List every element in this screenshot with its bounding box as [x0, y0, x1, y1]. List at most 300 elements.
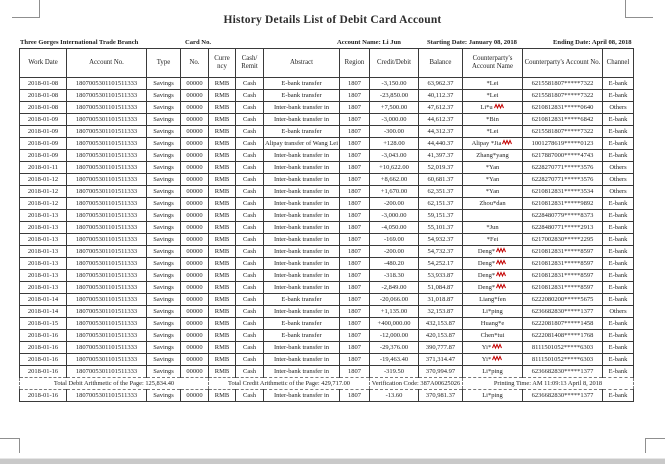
cell-region: 1807	[340, 174, 370, 186]
cell-credit-debit: -13.60	[370, 390, 419, 402]
cell-type: Savings	[147, 366, 181, 378]
cell-abstract: Inter-bank transfer in	[264, 246, 340, 258]
cell-no: 00000	[181, 246, 209, 258]
table-row	[20, 102, 634, 114]
cell-region: 1807	[340, 126, 370, 138]
cell-work-date: 2018-01-12	[20, 174, 67, 186]
cell-cash-remit: Cash	[236, 150, 264, 162]
cell-abstract: Inter-bank transfer in	[264, 162, 340, 174]
cell-cash-remit: Cash	[236, 282, 264, 294]
cell-region: 1807	[340, 162, 370, 174]
crop-mark-bottom-left	[0, 438, 20, 453]
cell-currency: RMB	[209, 318, 236, 330]
table-body	[20, 78, 634, 402]
cell-cash-remit: Cash	[236, 186, 264, 198]
crop-mark-bottom-right	[645, 438, 665, 453]
cell-cp-account-no: 6228270771*****3576	[523, 174, 603, 186]
cell-credit-debit: +1,670.00	[370, 186, 419, 198]
cell-cp-account-no: 6210812831*****8597	[523, 258, 603, 270]
cell-cp-account-no: 6228480779*****8373	[523, 210, 603, 222]
cell-type: Savings	[147, 198, 181, 210]
cell-account-no: 1807005301101511333	[67, 150, 147, 162]
cell-credit-debit: -20,066.00	[370, 294, 419, 306]
cell-cash-remit: Cash	[236, 198, 264, 210]
cell-type: Savings	[147, 342, 181, 354]
cell-channel: E-bank	[603, 342, 634, 354]
cell-account-no: 1807005301101511333	[67, 330, 147, 342]
cell-channel: E-bank	[603, 318, 634, 330]
cell-currency: RMB	[209, 258, 236, 270]
column-header-credit-debit: Credit/Debit	[370, 49, 419, 78]
cell-credit-debit: -200.00	[370, 198, 419, 210]
cell-currency: RMB	[209, 114, 236, 126]
cell-currency: RMB	[209, 138, 236, 150]
cell-abstract: Inter-bank transfer in	[264, 102, 340, 114]
cell-channel: E-bank	[603, 126, 634, 138]
cell-balance: 54,252.17	[419, 258, 463, 270]
cell-type: Savings	[147, 126, 181, 138]
cell-credit-debit: -300.00	[370, 126, 419, 138]
cell-no: 00000	[181, 342, 209, 354]
cell-type: Savings	[147, 174, 181, 186]
cell-cp-account-name: Li*u	[463, 102, 523, 114]
column-header-abstract: Abstract	[264, 49, 340, 78]
summary-credit-total: Total Credit Arithmetic of the Page: 429,717.00	[209, 378, 370, 390]
cell-type: Savings	[147, 210, 181, 222]
table-header	[20, 49, 634, 78]
cell-cp-account-no: 6236682830*****1377	[523, 366, 603, 378]
cell-currency: RMB	[209, 162, 236, 174]
cell-type: Savings	[147, 258, 181, 270]
cell-account-no: 1807005301101511333	[67, 342, 147, 354]
cell-credit-debit: -319.50	[370, 366, 419, 378]
cell-cp-account-name: *Fei	[463, 234, 523, 246]
cell-cash-remit: Cash	[236, 126, 264, 138]
cell-cash-remit: Cash	[236, 234, 264, 246]
cell-work-date: 2018-01-16	[20, 366, 67, 378]
cell-no: 00000	[181, 258, 209, 270]
cell-abstract: Inter-bank transfer in	[264, 174, 340, 186]
cell-cp-account-no: 6215581807*****7322	[523, 90, 603, 102]
cell-credit-debit: -480.20	[370, 258, 419, 270]
cell-work-date: 2018-01-12	[20, 198, 67, 210]
cell-credit-debit: -169.00	[370, 234, 419, 246]
cell-credit-debit: -23,850.00	[370, 90, 419, 102]
ending-date: Ending Date: April 08, 2018	[553, 39, 632, 46]
cell-balance: 55,101.37	[419, 222, 463, 234]
cell-type: Savings	[147, 186, 181, 198]
cell-credit-debit: +10,622.00	[370, 162, 419, 174]
cell-no: 00000	[181, 174, 209, 186]
cell-balance: 53,933.87	[419, 270, 463, 282]
cell-no: 00000	[181, 366, 209, 378]
cell-no: 00000	[181, 126, 209, 138]
cell-no: 00000	[181, 234, 209, 246]
cell-currency: RMB	[209, 78, 236, 90]
cell-type: Savings	[147, 294, 181, 306]
cell-work-date: 2018-01-14	[20, 306, 67, 318]
cell-no: 00000	[181, 354, 209, 366]
cell-cp-account-name: *Lei	[463, 90, 523, 102]
cell-cash-remit: Cash	[236, 294, 264, 306]
cell-work-date: 2018-01-09	[20, 138, 67, 150]
cell-account-no: 1807005301101511333	[67, 114, 147, 126]
cell-account-no: 1807005301101511333	[67, 318, 147, 330]
cell-channel: E-bank	[603, 282, 634, 294]
account-name: Account Name: Li Jun	[337, 39, 401, 46]
cell-type: Savings	[147, 306, 181, 318]
cell-credit-debit: +1,135.00	[370, 306, 419, 318]
summary-printing-time: Printing Time: AM 11:09:13 April 8, 2018	[463, 378, 634, 390]
cell-work-date: 2018-01-16	[20, 330, 67, 342]
cell-cp-account-no: 6222081807*****1458	[523, 318, 603, 330]
cell-currency: RMB	[209, 186, 236, 198]
cell-work-date: 2018-01-09	[20, 126, 67, 138]
header-row	[20, 49, 634, 78]
table-row	[20, 210, 634, 222]
cell-cash-remit: Cash	[236, 78, 264, 90]
column-header-cash-remit: Cash/ Remit	[236, 49, 264, 78]
cell-cp-account-name: Li*ping	[463, 366, 523, 378]
cell-account-no: 1807005301101511333	[67, 234, 147, 246]
column-header-no: No.	[181, 49, 209, 78]
cell-cp-account-name: Alipay *Jia	[463, 138, 523, 150]
cell-no: 00000	[181, 390, 209, 402]
cell-account-no: 1807005301101511333	[67, 222, 147, 234]
table-row	[20, 366, 634, 378]
cell-region: 1807	[340, 114, 370, 126]
cell-abstract: Inter-bank transfer in	[264, 114, 340, 126]
cell-credit-debit: +8,662.00	[370, 174, 419, 186]
cell-currency: RMB	[209, 366, 236, 378]
cell-cash-remit: Cash	[236, 102, 264, 114]
cell-cp-account-name: Zhou*dan	[463, 198, 523, 210]
cell-region: 1807	[340, 90, 370, 102]
cell-cp-account-name: Chen*tui	[463, 330, 523, 342]
cell-region: 1807	[340, 282, 370, 294]
table-row	[20, 354, 634, 366]
cell-cash-remit: Cash	[236, 246, 264, 258]
red-scribble-icon	[494, 103, 505, 112]
cell-credit-debit: -3,043.00	[370, 150, 419, 162]
cell-currency: RMB	[209, 210, 236, 222]
cell-work-date: 2018-01-08	[20, 78, 67, 90]
cell-cash-remit: Cash	[236, 222, 264, 234]
cell-abstract: E-bank transfer	[264, 78, 340, 90]
cell-channel: Others	[603, 102, 634, 114]
cell-no: 00000	[181, 222, 209, 234]
cell-region: 1807	[340, 390, 370, 402]
cell-account-no: 1807005301101511333	[67, 282, 147, 294]
cell-work-date: 2018-01-13	[20, 234, 67, 246]
cell-cp-account-no: 6222081408*****1768	[523, 330, 603, 342]
cell-type: Savings	[147, 270, 181, 282]
cell-balance: 41,397.37	[419, 150, 463, 162]
cell-no: 00000	[181, 78, 209, 90]
cell-channel: E-bank	[603, 234, 634, 246]
table-row	[20, 126, 634, 138]
cell-region: 1807	[340, 186, 370, 198]
cell-no: 00000	[181, 330, 209, 342]
cell-no: 00000	[181, 210, 209, 222]
cell-channel: Others	[603, 162, 634, 174]
column-header-channel: Channel	[603, 49, 634, 78]
starting-date: Starting Date: January 08, 2018	[427, 39, 517, 46]
red-scribble-icon	[492, 355, 503, 364]
cell-region: 1807	[340, 294, 370, 306]
cell-type: Savings	[147, 222, 181, 234]
cell-cash-remit: Cash	[236, 258, 264, 270]
cell-work-date: 2018-01-09	[20, 114, 67, 126]
cell-cp-account-name: Deng*	[463, 258, 523, 270]
cell-abstract: Alipay transfer of Wang Lei	[264, 138, 340, 150]
cell-balance: 51,084.87	[419, 282, 463, 294]
cell-type: Savings	[147, 318, 181, 330]
cell-cp-account-no: 6210812831*****3534	[523, 186, 603, 198]
cell-currency: RMB	[209, 282, 236, 294]
cell-balance: 63,962.37	[419, 78, 463, 90]
cell-region: 1807	[340, 150, 370, 162]
cell-abstract: Inter-bank transfer in	[264, 306, 340, 318]
cell-work-date: 2018-01-15	[20, 318, 67, 330]
cell-account-no: 1807005301101511333	[67, 270, 147, 282]
cell-no: 00000	[181, 186, 209, 198]
cell-credit-debit: -200.00	[370, 246, 419, 258]
cell-account-no: 1807005301101511333	[67, 162, 147, 174]
cell-cash-remit: Cash	[236, 390, 264, 402]
column-header-type: Type	[147, 49, 181, 78]
cell-cp-account-no: 6217887000*****4743	[523, 150, 603, 162]
red-scribble-icon	[496, 271, 507, 280]
cell-credit-debit: -3,150.00	[370, 78, 419, 90]
branch-name: Three Gorges International Trade Branch	[20, 39, 139, 46]
cell-account-no: 1807005301101511333	[67, 198, 147, 210]
cell-currency: RMB	[209, 222, 236, 234]
cell-cp-account-no: 8111501052*****6303	[523, 342, 603, 354]
cell-balance: 390,777.87	[419, 342, 463, 354]
cell-type: Savings	[147, 90, 181, 102]
cell-abstract: Inter-bank transfer in	[264, 234, 340, 246]
cell-credit-debit: +7,500.00	[370, 102, 419, 114]
cell-work-date: 2018-01-16	[20, 390, 67, 402]
table-row	[20, 186, 634, 198]
cell-channel: E-bank	[603, 90, 634, 102]
cell-no: 00000	[181, 282, 209, 294]
cell-abstract: Inter-bank transfer in	[264, 282, 340, 294]
cell-abstract: Inter-bank transfer in	[264, 258, 340, 270]
table-row	[20, 114, 634, 126]
cell-cp-account-no: 6217002830*****2295	[523, 234, 603, 246]
column-header-account-no: Account No.	[67, 49, 147, 78]
cell-abstract: E-bank transfer	[264, 90, 340, 102]
table-row	[20, 318, 634, 330]
cell-cp-account-name	[463, 210, 523, 222]
cell-currency: RMB	[209, 198, 236, 210]
cell-account-no: 1807005301101511333	[67, 366, 147, 378]
page-title: History Details List of Debit Card Account	[223, 14, 442, 26]
cell-work-date: 2018-01-13	[20, 282, 67, 294]
cell-channel: Others	[603, 186, 634, 198]
cell-cp-account-no: 6228270771*****3576	[523, 162, 603, 174]
page-summary-row	[20, 378, 634, 390]
table-row	[20, 222, 634, 234]
red-scribble-icon	[496, 247, 507, 256]
cell-type: Savings	[147, 78, 181, 90]
cell-no: 00000	[181, 294, 209, 306]
cell-currency: RMB	[209, 306, 236, 318]
cell-cash-remit: Cash	[236, 270, 264, 282]
table-row	[20, 138, 634, 150]
cell-cp-account-no: 6210812831*****9892	[523, 198, 603, 210]
summary-debit-total: Total Debit Arithmetic of the Page: 125,834.40	[20, 378, 209, 390]
cell-cash-remit: Cash	[236, 330, 264, 342]
cell-region: 1807	[340, 366, 370, 378]
cell-cp-account-no: 6210812831*****6842	[523, 114, 603, 126]
red-scribble-icon	[496, 283, 507, 292]
table-row	[20, 78, 634, 90]
cell-region: 1807	[340, 222, 370, 234]
cell-currency: RMB	[209, 174, 236, 186]
cell-cash-remit: Cash	[236, 306, 264, 318]
cell-balance: 370,994.97	[419, 366, 463, 378]
cell-account-no: 1807005301101511333	[67, 90, 147, 102]
cell-cp-account-no: 6236682830*****1377	[523, 390, 603, 402]
cell-cp-account-name: *Yan	[463, 162, 523, 174]
cell-account-no: 1807005301101511333	[67, 210, 147, 222]
cell-channel: E-bank	[603, 270, 634, 282]
cell-channel: E-bank	[603, 366, 634, 378]
cell-channel: E-bank	[603, 222, 634, 234]
cell-channel: E-bank	[603, 330, 634, 342]
table-row	[20, 282, 634, 294]
cell-cp-account-no: 6210812831*****8597	[523, 270, 603, 282]
cell-account-no: 1807005301101511333	[67, 390, 147, 402]
cell-type: Savings	[147, 102, 181, 114]
cell-region: 1807	[340, 258, 370, 270]
summary-verification-code: Verification Code: 387A00625026	[370, 378, 463, 390]
cell-balance: 40,112.37	[419, 90, 463, 102]
cell-credit-debit: +400,000.00	[370, 318, 419, 330]
cell-type: Savings	[147, 330, 181, 342]
cell-cash-remit: Cash	[236, 138, 264, 150]
cell-abstract: E-bank transfer	[264, 294, 340, 306]
card-no-label: Card No.	[185, 39, 212, 46]
table-row	[20, 390, 634, 402]
table-row	[20, 294, 634, 306]
cell-region: 1807	[340, 318, 370, 330]
cell-credit-debit: -318.30	[370, 270, 419, 282]
cell-balance: 371,314.47	[419, 354, 463, 366]
cell-no: 00000	[181, 114, 209, 126]
cell-region: 1807	[340, 138, 370, 150]
cell-channel: E-bank	[603, 354, 634, 366]
cell-cash-remit: Cash	[236, 174, 264, 186]
cell-cp-account-name: Yi*	[463, 342, 523, 354]
cell-work-date: 2018-01-13	[20, 210, 67, 222]
cell-region: 1807	[340, 198, 370, 210]
cell-no: 00000	[181, 90, 209, 102]
cell-balance: 59,151.37	[419, 210, 463, 222]
cell-cash-remit: Cash	[236, 210, 264, 222]
cell-cp-account-name: Deng*	[463, 282, 523, 294]
cell-currency: RMB	[209, 330, 236, 342]
cell-balance: 32,153.87	[419, 306, 463, 318]
cell-work-date: 2018-01-13	[20, 222, 67, 234]
cell-cp-account-name: Li*ping	[463, 306, 523, 318]
cell-cp-account-name: *Bin	[463, 114, 523, 126]
cell-type: Savings	[147, 150, 181, 162]
cell-account-no: 1807005301101511333	[67, 78, 147, 90]
table-row	[20, 162, 634, 174]
history-table	[19, 48, 634, 402]
cell-balance: 420,153.87	[419, 330, 463, 342]
cell-type: Savings	[147, 162, 181, 174]
cell-balance: 54,932.37	[419, 234, 463, 246]
cell-type: Savings	[147, 138, 181, 150]
cell-cp-account-name: Zhang*yang	[463, 150, 523, 162]
cell-abstract: Inter-bank transfer in	[264, 390, 340, 402]
cell-currency: RMB	[209, 246, 236, 258]
cell-no: 00000	[181, 138, 209, 150]
cell-type: Savings	[147, 354, 181, 366]
cell-abstract: Inter-bank transfer in	[264, 354, 340, 366]
cell-balance: 31,018.87	[419, 294, 463, 306]
cell-account-no: 1807005301101511333	[67, 186, 147, 198]
cell-cash-remit: Cash	[236, 354, 264, 366]
cell-channel: Others	[603, 306, 634, 318]
cell-abstract: Inter-bank transfer in	[264, 150, 340, 162]
cell-channel: E-bank	[603, 246, 634, 258]
cell-cp-account-name: *Lei	[463, 126, 523, 138]
cell-credit-debit: -2,849.00	[370, 282, 419, 294]
page-bottom-edge	[0, 458, 665, 464]
cell-credit-debit: -12,000.00	[370, 330, 419, 342]
cell-no: 00000	[181, 318, 209, 330]
cell-balance: 54,732.37	[419, 246, 463, 258]
cell-balance: 432,153.87	[419, 318, 463, 330]
cell-abstract: Inter-bank transfer in	[264, 366, 340, 378]
column-header-work-date: Work Date	[20, 49, 67, 78]
cell-cp-account-no: 6215581807*****7322	[523, 78, 603, 90]
cell-account-no: 1807005301101511333	[67, 174, 147, 186]
cell-no: 00000	[181, 198, 209, 210]
cell-work-date: 2018-01-09	[20, 150, 67, 162]
cell-no: 00000	[181, 102, 209, 114]
cell-cp-account-no: 6236682830*****1377	[523, 306, 603, 318]
cell-credit-debit: -19,463.40	[370, 354, 419, 366]
cell-cash-remit: Cash	[236, 90, 264, 102]
cell-abstract: Inter-bank transfer in	[264, 210, 340, 222]
cell-currency: RMB	[209, 354, 236, 366]
cell-abstract: E-bank transfer	[264, 318, 340, 330]
cell-region: 1807	[340, 246, 370, 258]
cell-cp-account-no: 6210812831*****8597	[523, 246, 603, 258]
cell-type: Savings	[147, 246, 181, 258]
cell-channel: E-bank	[603, 294, 634, 306]
red-scribble-icon	[502, 139, 513, 148]
table-row	[20, 258, 634, 270]
cell-region: 1807	[340, 306, 370, 318]
cell-channel: E-bank	[603, 150, 634, 162]
cell-region: 1807	[340, 234, 370, 246]
cell-account-no: 1807005301101511333	[67, 138, 147, 150]
cell-type: Savings	[147, 282, 181, 294]
column-header-cp-account-no: Counterparty's Account No.	[523, 49, 603, 78]
column-header-region: Region	[340, 49, 370, 78]
cell-cp-account-name: *Jun	[463, 222, 523, 234]
cell-cash-remit: Cash	[236, 162, 264, 174]
table-row	[20, 234, 634, 246]
